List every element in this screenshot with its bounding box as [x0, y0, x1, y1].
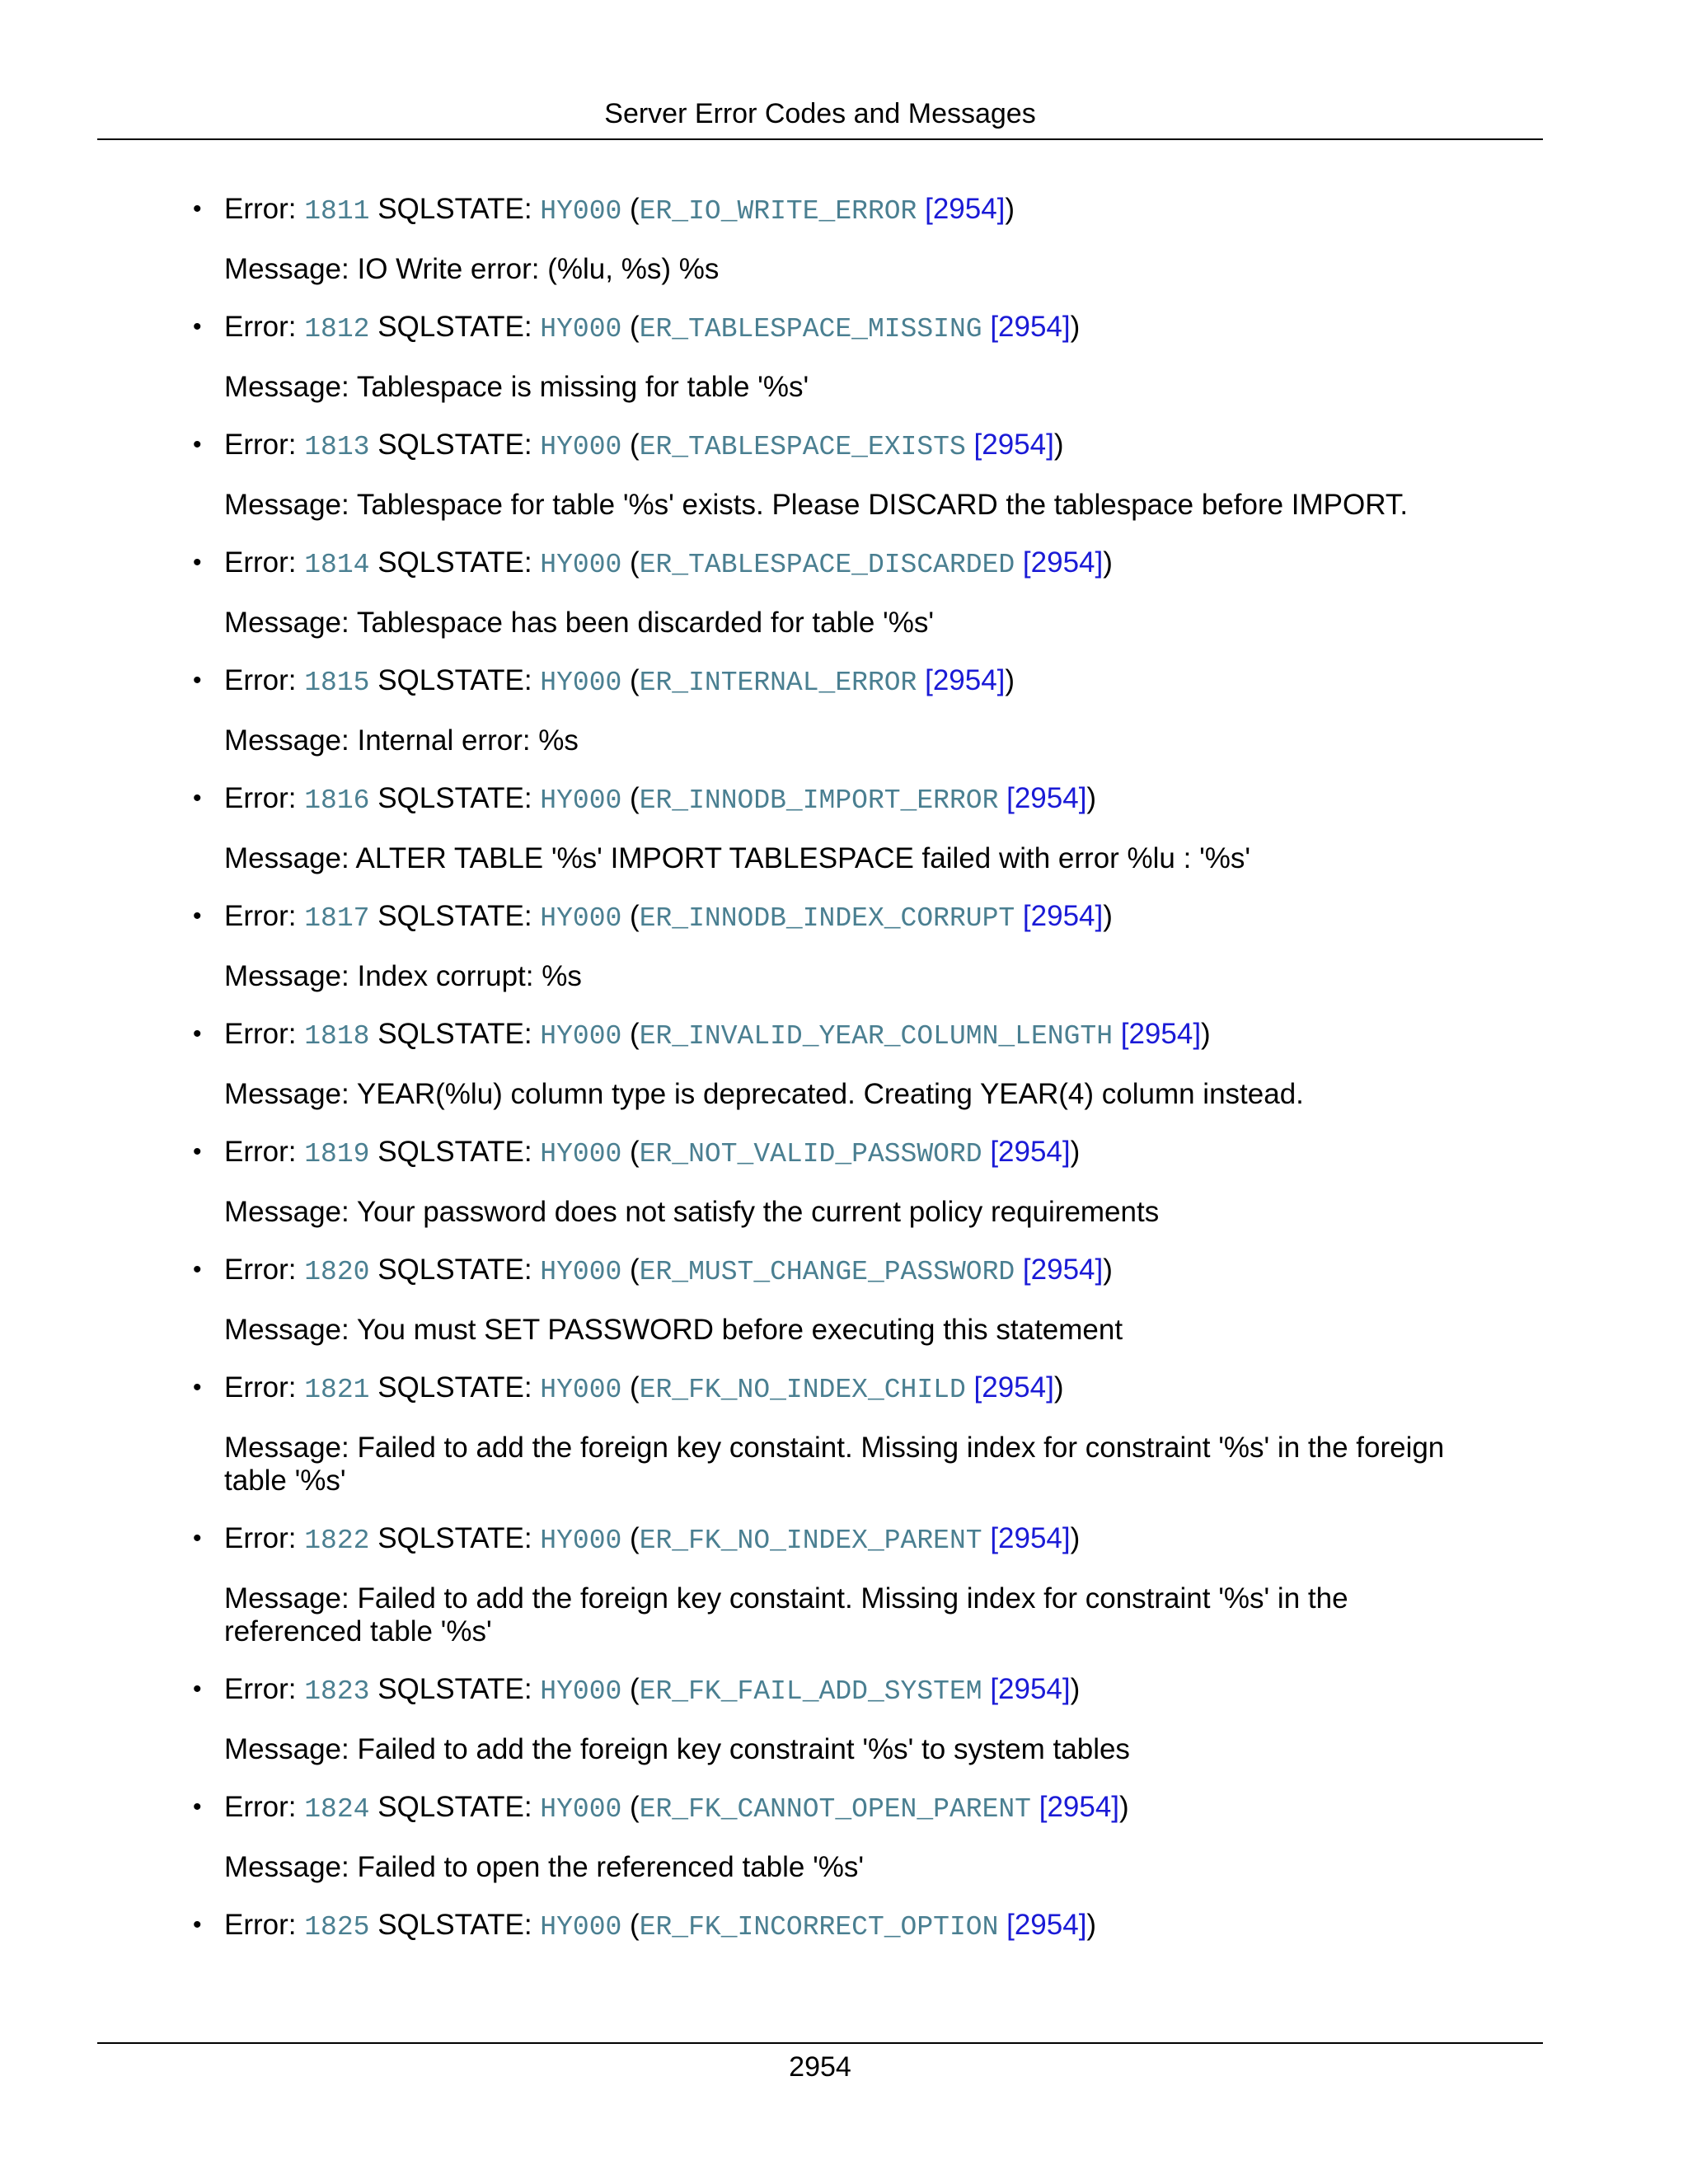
list-item [193, 1671, 1510, 1766]
paren-close: ) [1103, 1254, 1113, 1286]
bullet: • [193, 1793, 202, 1821]
message-text: You must SET PASSWORD before executing this statement [356, 1314, 1123, 1346]
error-symbol: ER_TABLESPACE_EXISTS [639, 432, 966, 462]
error-line [193, 1016, 1510, 1055]
error-label: Error: [224, 429, 297, 461]
message-text: Your password does not satisfy the current policy requirements [356, 1196, 1160, 1228]
message-line [224, 842, 1510, 875]
message-text: Internal error: %s [357, 724, 579, 757]
message-text: YEAR(%lu) column type is deprecated. Creating YEAR(4) column instead. [356, 1078, 1304, 1110]
message-label: Message: [224, 724, 349, 757]
sqlstate-label: SQLSTATE: [377, 1371, 532, 1404]
error-line [193, 1907, 1510, 1946]
sqlstate-value: HY000 [540, 1676, 622, 1707]
paren-open: ( [630, 1909, 640, 1941]
paren-open: ( [630, 193, 640, 225]
paren-close: ) [1070, 1522, 1081, 1554]
message-line [224, 1851, 1510, 1884]
paren-open: ( [630, 1018, 640, 1050]
error-line [193, 1134, 1510, 1173]
page-reference-link[interactable]: [2954] [990, 1522, 1071, 1554]
sqlstate-value: HY000 [540, 1021, 622, 1052]
message-line [224, 1733, 1510, 1766]
list-item [193, 1016, 1510, 1111]
message-line [224, 489, 1510, 522]
sqlstate-label: SQLSTATE: [377, 782, 532, 814]
paren-open: ( [630, 546, 640, 579]
bullet: • [193, 549, 202, 576]
paren-open: ( [630, 1673, 640, 1705]
sqlstate-label: SQLSTATE: [377, 900, 532, 932]
bullet: • [193, 431, 202, 458]
message-line [224, 1196, 1510, 1229]
page-reference-link[interactable]: [2954] [990, 311, 1071, 343]
message-text: Failed to open the referenced table '%s' [357, 1851, 865, 1883]
list-item [193, 1134, 1510, 1229]
error-line [193, 1789, 1510, 1828]
paren-open: ( [630, 429, 640, 461]
error-label: Error: [224, 782, 297, 814]
message-text: IO Write error: (%lu, %s) %s [357, 253, 720, 285]
error-label: Error: [224, 1371, 297, 1404]
message-line [224, 1078, 1510, 1111]
page-reference-link[interactable]: [2954] [973, 1371, 1054, 1404]
error-label: Error: [224, 1254, 297, 1286]
paren-close: ) [1070, 311, 1081, 343]
bullet: • [193, 902, 202, 930]
error-line [193, 898, 1510, 937]
page-reference-link[interactable]: [2954] [973, 429, 1054, 461]
page-reference-link[interactable]: [2954] [1022, 1254, 1104, 1286]
list-item [193, 427, 1510, 522]
message-text: Failed to add the foreign key constaint. Missing index for constraint '%s' in the foreign table '%s' [224, 1432, 1445, 1497]
error-label: Error: [224, 193, 297, 225]
paren-open: ( [630, 664, 640, 696]
sqlstate-label: SQLSTATE: [377, 1909, 532, 1941]
message-text: Tablespace for table '%s' exists. Please DISCARD the tablespace before IMPORT. [356, 489, 1409, 521]
message-text: Tablespace has been discarded for table '%s' [356, 607, 935, 639]
message-text: Index corrupt: %s [357, 960, 582, 992]
sqlstate-value: HY000 [540, 903, 622, 934]
message-text: ALTER TABLE '%s' IMPORT TABLESPACE failed with error %lu : '%s' [355, 842, 1251, 874]
paren-close: ) [1103, 546, 1113, 579]
error-symbol: ER_TABLESPACE_DISCARDED [639, 550, 1015, 580]
message-line [224, 1582, 1510, 1648]
error-line [193, 663, 1510, 701]
error-line [193, 191, 1510, 230]
sqlstate-value: HY000 [540, 550, 622, 580]
sqlstate-label: SQLSTATE: [377, 311, 532, 343]
error-code: 1816 [304, 785, 370, 816]
paren-open: ( [630, 900, 640, 932]
error-symbol: ER_IO_WRITE_ERROR [639, 196, 917, 227]
message-label: Message: [224, 1432, 349, 1464]
error-code: 1825 [304, 1912, 370, 1943]
sqlstate-label: SQLSTATE: [377, 1018, 532, 1050]
bullet: • [193, 1138, 202, 1165]
page-reference-link[interactable]: [2954] [990, 1673, 1071, 1705]
error-line [193, 1370, 1510, 1408]
message-label: Message: [224, 1078, 349, 1110]
error-symbol: ER_FK_INCORRECT_OPTION [639, 1912, 999, 1943]
sqlstate-label: SQLSTATE: [377, 664, 532, 696]
error-code: 1817 [304, 903, 370, 934]
error-code: 1811 [304, 196, 370, 227]
error-line [193, 545, 1510, 583]
message-label: Message: [224, 1314, 349, 1346]
error-line [193, 427, 1510, 466]
error-code: 1814 [304, 550, 370, 580]
page-title: Server Error Codes and Messages [604, 98, 1036, 129]
sqlstate-value: HY000 [540, 668, 622, 698]
paren-close: ) [1053, 429, 1064, 461]
error-list [193, 191, 1510, 1946]
list-item [193, 780, 1510, 875]
error-code: 1821 [304, 1375, 370, 1405]
page-number: 2954 [789, 2051, 851, 2083]
error-line [193, 1671, 1510, 1710]
page-reference-link[interactable]: [2954] [990, 1136, 1071, 1168]
message-label: Message: [224, 960, 349, 992]
sqlstate-value: HY000 [540, 432, 622, 462]
sqlstate-label: SQLSTATE: [377, 1673, 532, 1705]
list-item [193, 545, 1510, 640]
error-symbol: ER_MUST_CHANGE_PASSWORD [639, 1257, 1015, 1287]
paren-close: ) [1103, 900, 1113, 932]
bullet: • [193, 1374, 202, 1401]
message-line [224, 1314, 1510, 1347]
error-line [193, 1252, 1510, 1291]
list-item [193, 1907, 1510, 1946]
error-code: 1822 [304, 1526, 370, 1556]
page-reference-link[interactable]: [2954] [1022, 546, 1104, 579]
error-label: Error: [224, 1136, 297, 1168]
paren-close: ) [1119, 1791, 1129, 1823]
error-symbol: ER_INTERNAL_ERROR [639, 668, 917, 698]
message-label: Message: [224, 842, 349, 874]
list-item [193, 1370, 1510, 1497]
message-label: Message: [224, 607, 349, 639]
error-label: Error: [224, 1522, 297, 1554]
message-line [224, 724, 1510, 757]
bullet: • [193, 1525, 202, 1552]
message-label: Message: [224, 253, 349, 285]
sqlstate-value: HY000 [540, 1375, 622, 1405]
page-reference-link[interactable]: [2954] [1120, 1018, 1202, 1050]
message-line [224, 1432, 1510, 1497]
page-footer [97, 2042, 1543, 2083]
bullet: • [193, 785, 202, 812]
error-label: Error: [224, 1673, 297, 1705]
paren-close: ) [1086, 782, 1097, 814]
error-symbol: ER_FK_CANNOT_OPEN_PARENT [639, 1794, 1031, 1825]
bullet: • [193, 195, 202, 223]
paren-close: ) [1201, 1018, 1211, 1050]
list-item [193, 309, 1510, 404]
paren-open: ( [630, 311, 640, 343]
sqlstate-label: SQLSTATE: [377, 1254, 532, 1286]
error-label: Error: [224, 311, 297, 343]
bullet: • [193, 1020, 202, 1047]
error-code: 1820 [304, 1257, 370, 1287]
error-line [193, 1521, 1510, 1559]
message-label: Message: [224, 371, 349, 403]
error-code: 1818 [304, 1021, 370, 1052]
error-line [193, 780, 1510, 819]
bullet: • [193, 1911, 202, 1938]
list-item [193, 663, 1510, 757]
error-label: Error: [224, 546, 297, 579]
bullet: • [193, 1256, 202, 1283]
message-label: Message: [224, 489, 349, 521]
error-label: Error: [224, 1791, 297, 1823]
sqlstate-label: SQLSTATE: [377, 1136, 532, 1168]
page-reference-link[interactable]: [2954] [1039, 1791, 1120, 1823]
sqlstate-value: HY000 [540, 785, 622, 816]
error-symbol: ER_INVALID_YEAR_COLUMN_LENGTH [639, 1021, 1113, 1052]
list-item [193, 898, 1510, 993]
page-reference-link[interactable]: [2954] [1022, 900, 1104, 932]
message-text: Failed to add the foreign key constaint. Missing index for constraint '%s' in the referenced table '%s' [224, 1582, 1348, 1647]
paren-close: ) [1005, 664, 1015, 696]
paren-open: ( [630, 1791, 640, 1823]
message-line [224, 253, 1510, 286]
error-symbol: ER_FK_NO_INDEX_PARENT [639, 1526, 982, 1556]
error-code: 1813 [304, 432, 370, 462]
message-label: Message: [224, 1851, 349, 1883]
error-symbol: ER_FK_FAIL_ADD_SYSTEM [639, 1676, 982, 1707]
message-label: Message: [224, 1733, 349, 1765]
page-header [97, 92, 1543, 140]
error-symbol: ER_FK_NO_INDEX_CHILD [639, 1375, 966, 1405]
message-text: Failed to add the foreign key constraint '%s' to system tables [357, 1733, 1130, 1765]
sqlstate-value: HY000 [540, 1526, 622, 1556]
sqlstate-value: HY000 [540, 1794, 622, 1825]
page-reference-link[interactable]: [2954] [925, 664, 1006, 696]
sqlstate-value: HY000 [540, 314, 622, 344]
sqlstate-value: HY000 [540, 1257, 622, 1287]
sqlstate-value: HY000 [540, 1912, 622, 1943]
page-reference-link[interactable]: [2954] [1006, 1909, 1087, 1941]
error-label: Error: [224, 664, 297, 696]
list-item [193, 1521, 1510, 1648]
sqlstate-value: HY000 [540, 196, 622, 227]
error-symbol: ER_INNODB_INDEX_CORRUPT [639, 903, 1015, 934]
sqlstate-label: SQLSTATE: [377, 1522, 532, 1554]
paren-close: ) [1053, 1371, 1064, 1404]
list-item [193, 1252, 1510, 1347]
error-code: 1824 [304, 1794, 370, 1825]
message-line [224, 607, 1510, 640]
sqlstate-label: SQLSTATE: [377, 429, 532, 461]
error-code: 1819 [304, 1139, 370, 1169]
sqlstate-value: HY000 [540, 1139, 622, 1169]
message-label: Message: [224, 1196, 349, 1228]
error-code: 1815 [304, 668, 370, 698]
bullet: • [193, 1675, 202, 1703]
error-label: Error: [224, 1909, 297, 1941]
sqlstate-label: SQLSTATE: [377, 193, 532, 225]
paren-close: ) [1005, 193, 1015, 225]
sqlstate-label: SQLSTATE: [377, 1791, 532, 1823]
list-item [193, 1789, 1510, 1884]
error-label: Error: [224, 1018, 297, 1050]
error-code: 1823 [304, 1676, 370, 1707]
paren-close: ) [1070, 1136, 1081, 1168]
paren-open: ( [630, 1371, 640, 1404]
bullet: • [193, 667, 202, 694]
error-label: Error: [224, 900, 297, 932]
page-reference-link[interactable]: [2954] [925, 193, 1006, 225]
list-item [193, 191, 1510, 286]
paren-open: ( [630, 782, 640, 814]
sqlstate-label: SQLSTATE: [377, 546, 532, 579]
paren-open: ( [630, 1254, 640, 1286]
message-line [224, 371, 1510, 404]
error-symbol: ER_INNODB_IMPORT_ERROR [639, 785, 999, 816]
paren-close: ) [1070, 1673, 1081, 1705]
error-symbol: ER_TABLESPACE_MISSING [639, 314, 982, 344]
message-label: Message: [224, 1582, 349, 1615]
error-line [193, 309, 1510, 348]
error-code: 1812 [304, 314, 370, 344]
bullet: • [193, 313, 202, 340]
paren-close: ) [1086, 1909, 1097, 1941]
paren-open: ( [630, 1136, 640, 1168]
page-reference-link[interactable]: [2954] [1006, 782, 1087, 814]
message-line [224, 960, 1510, 993]
message-text: Tablespace is missing for table '%s' [356, 371, 809, 403]
paren-open: ( [630, 1522, 640, 1554]
error-symbol: ER_NOT_VALID_PASSWORD [639, 1139, 982, 1169]
